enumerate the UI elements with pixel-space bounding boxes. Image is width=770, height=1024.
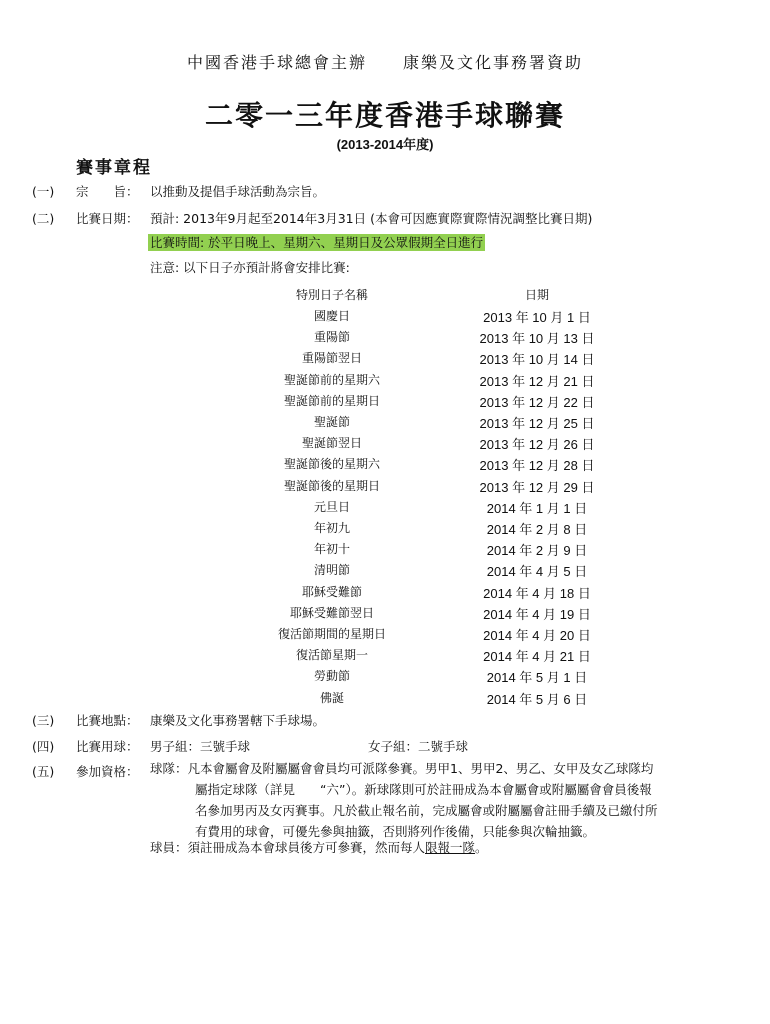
table-row-name: 年初十 (313, 542, 350, 556)
item-text: 預計: 2013年9月起至2014年3月31日 (本會可因應實際實際情況調整比賽日期) (150, 211, 593, 226)
table-header-name: 特別日子名稱 (295, 288, 368, 302)
item-label: 比賽日期： (76, 211, 139, 226)
item-number: (四) (32, 739, 55, 754)
player-limit-underlined: 限報一隊 (425, 840, 476, 855)
table-row-date: 2013 年 10 月 14 日 (479, 352, 595, 367)
player-eligibility (150, 838, 488, 856)
document-header (0, 50, 770, 73)
table-row-date: 2014 年 2 月 9 日 (486, 543, 588, 558)
table-row-date: 2014 年 4 月 21 日 (483, 649, 591, 664)
table-row-date: 2013 年 12 月 26 日 (479, 437, 595, 452)
item-number: (一) (32, 184, 55, 199)
organizer-text: 中國香港手球總會主辦 (186, 53, 367, 72)
table-row-date: 2014 年 5 月 1 日 (486, 670, 588, 685)
note-text: 注意: 以下日子亦預計將會安排比賽: (150, 260, 350, 275)
team-line: 有費用的球會，可優先參與抽籤，否則將列作後備，只能參與次輪抽籤。 (195, 824, 596, 839)
table-row-name: 聖誕節後的星期六 (283, 457, 380, 471)
table-row-name: 重陽節 (313, 330, 350, 344)
table-row-name: 復活節期間的星期日 (277, 627, 386, 641)
table-row-name: 聖誕節前的星期日 (283, 394, 380, 408)
table-row-date: 2014 年 4 月 18 日 (483, 586, 591, 601)
table-row-name: 佛誕 (319, 691, 344, 705)
item-label: 比賽用球： (76, 739, 139, 754)
table-row-date: 2013 年 12 月 29 日 (479, 480, 595, 495)
table-row-date: 2014 年 1 月 1 日 (486, 501, 588, 516)
table-row-date: 2013 年 12 月 22 日 (479, 395, 595, 410)
table-row-date: 2013 年 12 月 25 日 (479, 416, 595, 431)
table-row-name: 聖誕節翌日 (301, 436, 362, 450)
document-subtitle: (2013-2014年度) (336, 137, 434, 152)
table-row-name: 復活節星期一 (295, 648, 368, 662)
item-text: 康樂及文化事務署轄下手球場。 (150, 713, 326, 728)
match-time-highlight: 比賽時間: 於平日晚上、星期六、星期日及公眾假期全日進行 (150, 235, 484, 250)
section-title: 賽事章程 (76, 158, 152, 178)
table-row-date: 2013 年 10 月 13 日 (479, 331, 595, 346)
table-row-name: 耶穌受難節 (301, 585, 362, 599)
table-row-date: 2014 年 2 月 8 日 (486, 522, 588, 537)
player-text: 球員：須註冊成為本會球員後方可參賽，然而每人 (150, 840, 426, 855)
team-eligibility (150, 758, 750, 842)
table-row-date: 2013 年 12 月 28 日 (479, 458, 595, 473)
item-label: 參加資格： (76, 764, 139, 779)
player-suffix: 。 (475, 840, 488, 855)
table-row-name: 耶穌受難節翌日 (289, 606, 374, 620)
table-row-name: 年初九 (313, 521, 350, 535)
table-row-name: 聖誕節 (313, 415, 350, 429)
document-title: 二零一三年度香港手球聯賽 (204, 99, 565, 132)
women-ball-text: 女子組：二號手球 (368, 739, 469, 754)
item-label: 比賽地點： (76, 713, 139, 728)
team-line: 屬指定球隊（詳見 “六”）。新球隊則可於註冊成為本會屬會或附屬屬會會員後報 (195, 782, 652, 797)
table-row-name: 聖誕節前的星期六 (283, 373, 380, 387)
table-row-date: 2014 年 5 月 6 日 (486, 692, 588, 707)
item-number: (五) (32, 764, 55, 779)
table-row-name: 清明節 (313, 563, 350, 577)
table-row-date: 2013 年 12 月 21 日 (479, 374, 595, 389)
table-row-name: 聖誕節後的星期日 (283, 479, 380, 493)
table-row-name: 勞動節 (313, 669, 350, 683)
table-row-name: 國慶日 (313, 309, 350, 323)
men-ball-text: 男子組：三號手球 (150, 739, 251, 754)
table-row-date: 2014 年 4 月 19 日 (483, 607, 591, 622)
item-text: 以推動及提倡手球活動為宗旨。 (150, 184, 326, 199)
table-row-name: 重陽節翌日 (301, 351, 362, 365)
item-number: (三) (32, 713, 55, 728)
item-label: 宗 旨： (76, 184, 139, 199)
table-row-name: 元旦日 (313, 500, 350, 514)
table-header-date: 日期 (524, 288, 549, 302)
table-row-date: 2014 年 4 月 20 日 (483, 628, 591, 643)
table-row-date: 2014 年 4 月 5 日 (486, 564, 588, 579)
team-line: 球隊：凡本會屬會及附屬屬會會員均可派隊參賽。男甲1、男甲2、男乙、女甲及女乙球隊均 (150, 761, 654, 776)
item-number: (二) (32, 211, 55, 226)
sponsor-text: 康樂及文化事務署資助 (403, 53, 584, 72)
team-line: 名參加男丙及女丙賽事。凡於截止報名前，完成屬會或附屬屬會註冊手續及已繳付所 (195, 803, 658, 818)
table-row-date: 2013 年 10 月 1 日 (483, 310, 591, 325)
